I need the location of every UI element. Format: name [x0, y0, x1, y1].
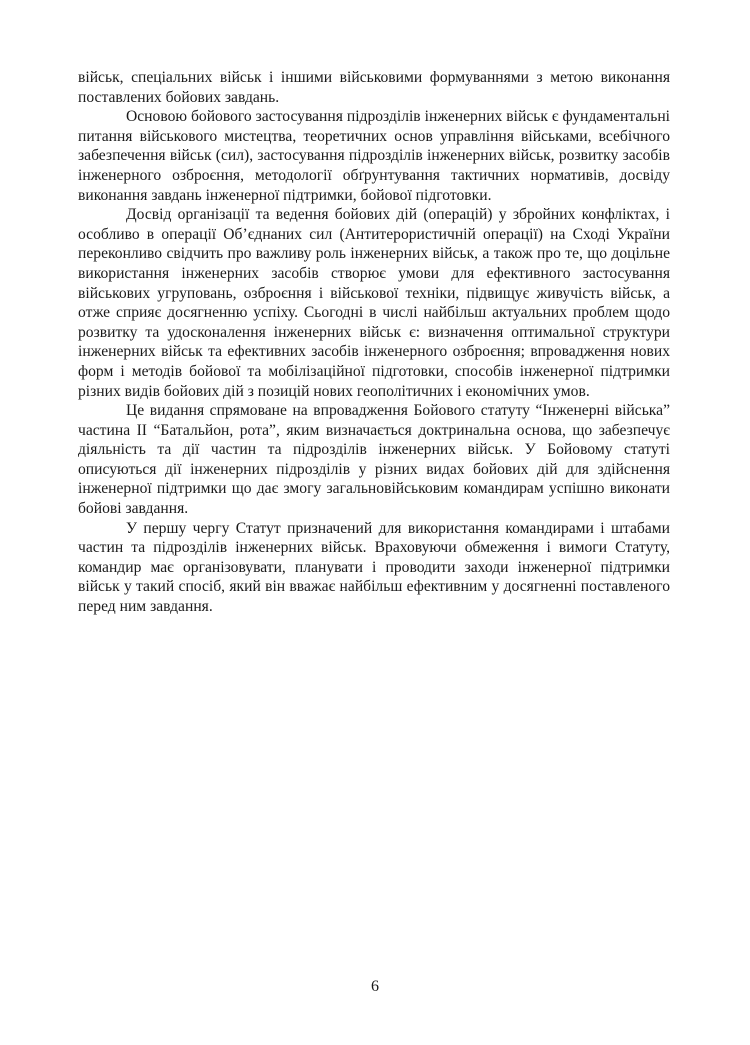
- paragraph-basis-of-combat-use: Основою бойового застосування підрозділів інженерних військ є фундаментальні питання військового мистецтва, теоретичних основ управління військами, всебічного забезпечення військ (сил), застосування підрозділів інженерних військ, розвитку засобів інженерного озброєння, методології обґрунтування тактичних нормативів, досвіду виконання завдань інженерної підтримки, бойової підготовки.: [78, 108, 670, 204]
- page-number: 6: [371, 978, 379, 995]
- document-body: [78, 68, 670, 617]
- paragraph-publication-purpose: Це видання спрямоване на впровадження Бойового статуту “Інженерні війська” частина ІІ “Батальйон, рота”, яким визначається доктринальна основа, що забезпечує діяльність та дії частин та підрозділів інженерних військ. У Бойовому статуті описуються дії інженерних підрозділів у різних видах бойових дій для здійснення інженерної підтримки що дає змогу загальновійськовим командирам успішно виконати бойові завдання.: [78, 402, 670, 518]
- paragraph-continuation: військ, спеціальних військ і іншими військовими формуваннями з метою виконання поставлених бойових завдань.: [78, 69, 670, 106]
- paragraph-statute-intended-use: У першу чергу Статут призначений для використання командирами і штабами частин та підрозділів інженерних військ. Враховуючи обмеження і вимоги Статуту, командир має організовувати, планувати і проводити заходи інженерної підтримки військ у такий спосіб, який він вважає найбільш ефективним у досягненні поставленого перед ним завдання.: [78, 519, 670, 616]
- paragraph-combat-experience: Досвід організації та ведення бойових дій (операцій) у збройних конфліктах, і особливо в операції Об’єднаних сил (Антитерористичній операції) на Сході України переконливо свідчить про важливу роль інженерних військ, а також про те, що доцільне використання інженерних засобів створює умови для ефективного застосування військових угруповань, озброєння і військової техніки, підвищує живучість військ, а отже сприяє досягненню успіху. Сьогодні в числі найбільш актуальних проблем щодо розвитку та удосконалення інженерних військ є: визначення оптимальної структури інженерних військ та ефективних засобів інженерного озброєння; впровадження нових форм і методів бойової та мобілізаційної підготовки, способів інженерної підтримки різних видів бойових дій з позицій нових геополітичних і економічних умов.: [78, 206, 670, 400]
